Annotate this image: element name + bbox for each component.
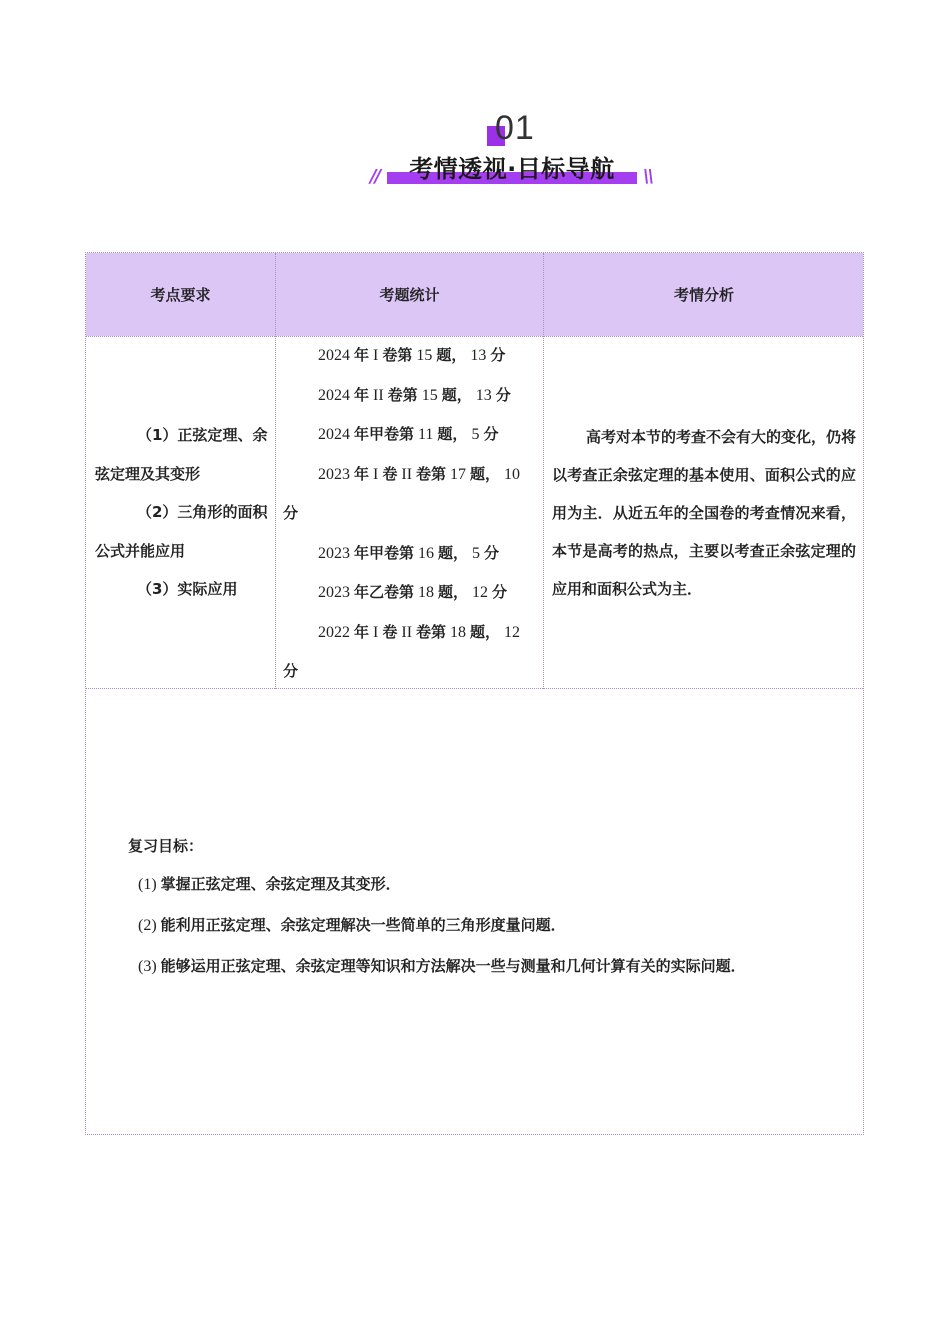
exam-stat-segment: 2024 — [318, 426, 354, 443]
review-goals — [128, 834, 848, 995]
review-goals-label: 复习目标： — [128, 837, 204, 855]
exam-stat-segment: 分 — [495, 385, 511, 404]
exam-stat-segment: 11 — [414, 426, 438, 443]
exam-stat-segment: 2023 — [318, 584, 354, 601]
exam-stat-segment: 分 — [490, 346, 506, 364]
exam-stat-segment: 分 — [483, 425, 499, 443]
review-goal-text: 能利用正弦定理、余弦定理解决一些简单的三角形度量问题． — [160, 916, 566, 934]
column-header-requirements: 考点要求 — [150, 286, 211, 304]
exam-stat-segment: 2022 — [318, 623, 354, 641]
exam-stat-segment: 题， — [438, 583, 469, 601]
exam-stat-segment: 分 — [283, 662, 299, 680]
exam-stat-segment: II — [369, 386, 388, 404]
exam-stat-segment: 分 — [484, 543, 500, 562]
exam-stat-segment: 13 — [466, 347, 491, 364]
exam-stat-segment: 17 — [446, 465, 471, 483]
exam-stat-segment: 年甲卷第 — [354, 425, 415, 443]
exam-stat-segment: 卷 — [382, 464, 398, 483]
review-goal-item — [138, 872, 848, 897]
exam-stat-item — [283, 415, 538, 455]
title-deco-left: // — [370, 166, 380, 187]
exam-stat-segment: 年 — [354, 385, 370, 404]
exam-stat-item — [283, 534, 538, 574]
review-goal-number: (3) — [138, 958, 161, 975]
exam-stat-segment: 卷第 — [416, 622, 447, 641]
review-goal-item — [138, 954, 848, 979]
exam-stat-segment: 年乙卷第 — [354, 583, 415, 601]
exam-stat-segment: 年 — [354, 622, 370, 641]
exam-stat-segment: 16 — [414, 544, 439, 562]
exam-stat-segment: I — [369, 465, 383, 483]
exam-stat-segment: 13 — [471, 386, 496, 404]
exam-stat-segment: 题， — [437, 425, 468, 443]
review-goal-number: (1) — [138, 876, 161, 893]
exam-stat-segment: 2024 — [318, 347, 354, 364]
exam-stat-item — [283, 455, 538, 534]
exam-stat-segment: II — [397, 465, 417, 483]
exam-stat-segment: 年 — [354, 346, 370, 364]
review-goal-item — [138, 913, 848, 938]
exam-stat-segment: I — [369, 347, 383, 364]
exam-stat-segment: 分 — [492, 583, 508, 601]
requirement-item: （3）实际应用 — [137, 580, 238, 598]
exam-stat-segment: 15 — [412, 347, 437, 364]
page-title: 考情透视·目标导航 — [409, 155, 615, 183]
exam-stat-segment: 10 — [500, 465, 521, 483]
requirement-item: （1）正弦定理、余弦定理及其变形 — [95, 426, 268, 483]
exam-statistics-cell — [283, 336, 538, 692]
exam-stat-segment: 卷第 — [387, 385, 418, 404]
exam-stat-segment: 12 — [468, 584, 493, 601]
analysis-cell — [552, 418, 856, 608]
exam-stat-segment: 题， — [436, 346, 467, 364]
exam-stat-segment: 题， — [470, 622, 501, 641]
exam-stat-segment: 18 — [414, 584, 439, 601]
exam-stat-segment: 2024 — [318, 386, 354, 404]
exam-stat-segment: 题， — [441, 385, 472, 404]
exam-stat-segment: 15 — [417, 386, 442, 404]
exam-stat-segment: 年甲卷第 — [354, 543, 415, 562]
exam-stat-segment: 年 — [354, 464, 370, 483]
column-divider — [543, 253, 544, 689]
exam-stat-segment: 2023 — [318, 465, 354, 483]
title-deco-right: \\ — [643, 166, 653, 187]
exam-stat-segment: 题， — [438, 543, 469, 562]
exam-stat-segment: 卷第 — [382, 346, 413, 364]
exam-stat-segment: 5 — [467, 426, 484, 443]
review-goal-number: (2) — [138, 917, 161, 934]
review-goals-list — [128, 872, 848, 979]
exam-stat-segment: 题， — [470, 464, 501, 483]
review-goal-text: 掌握正弦定理、余弦定理及其变形． — [160, 875, 401, 893]
exam-stat-segment: II — [397, 623, 417, 641]
column-header-analysis: 考情分析 — [673, 286, 734, 304]
exam-stat-segment: 5 — [468, 544, 485, 562]
exam-stat-item — [283, 613, 538, 692]
exam-stat-segment: 2023 — [318, 544, 354, 562]
column-header-statistics: 考题统计 — [379, 286, 440, 304]
exam-stat-segment: 12 — [500, 623, 521, 641]
exam-stat-segment: 18 — [446, 623, 471, 641]
exam-stat-segment: I — [369, 623, 383, 641]
exam-stat-segment: 分 — [283, 504, 299, 522]
exam-stat-segment: 卷第 — [416, 464, 447, 483]
analysis-text: 高考对本节的考查不会有大的变化，仍将以考查正余弦定理的基本使用、面积公式的应用为主．从近五年的全国卷的考查情况来看，本节是高考的热点，主要以考查正余弦定理的应用和面积公式为主． — [552, 428, 857, 598]
review-goal-text: 能够运用正弦定理、余弦定理等知识和方法解决一些与测量和几何计算有关的实际问题． — [160, 957, 746, 975]
exam-stat-item — [283, 336, 538, 376]
exam-stat-segment: 卷 — [382, 622, 398, 641]
column-divider — [275, 253, 276, 689]
exam-stat-item — [283, 376, 538, 416]
requirements-cell — [95, 416, 273, 609]
section-number: 01 — [495, 109, 535, 147]
exam-stat-item — [283, 573, 538, 613]
requirement-item: （2）三角形的面积公式并能应用 — [95, 503, 268, 560]
